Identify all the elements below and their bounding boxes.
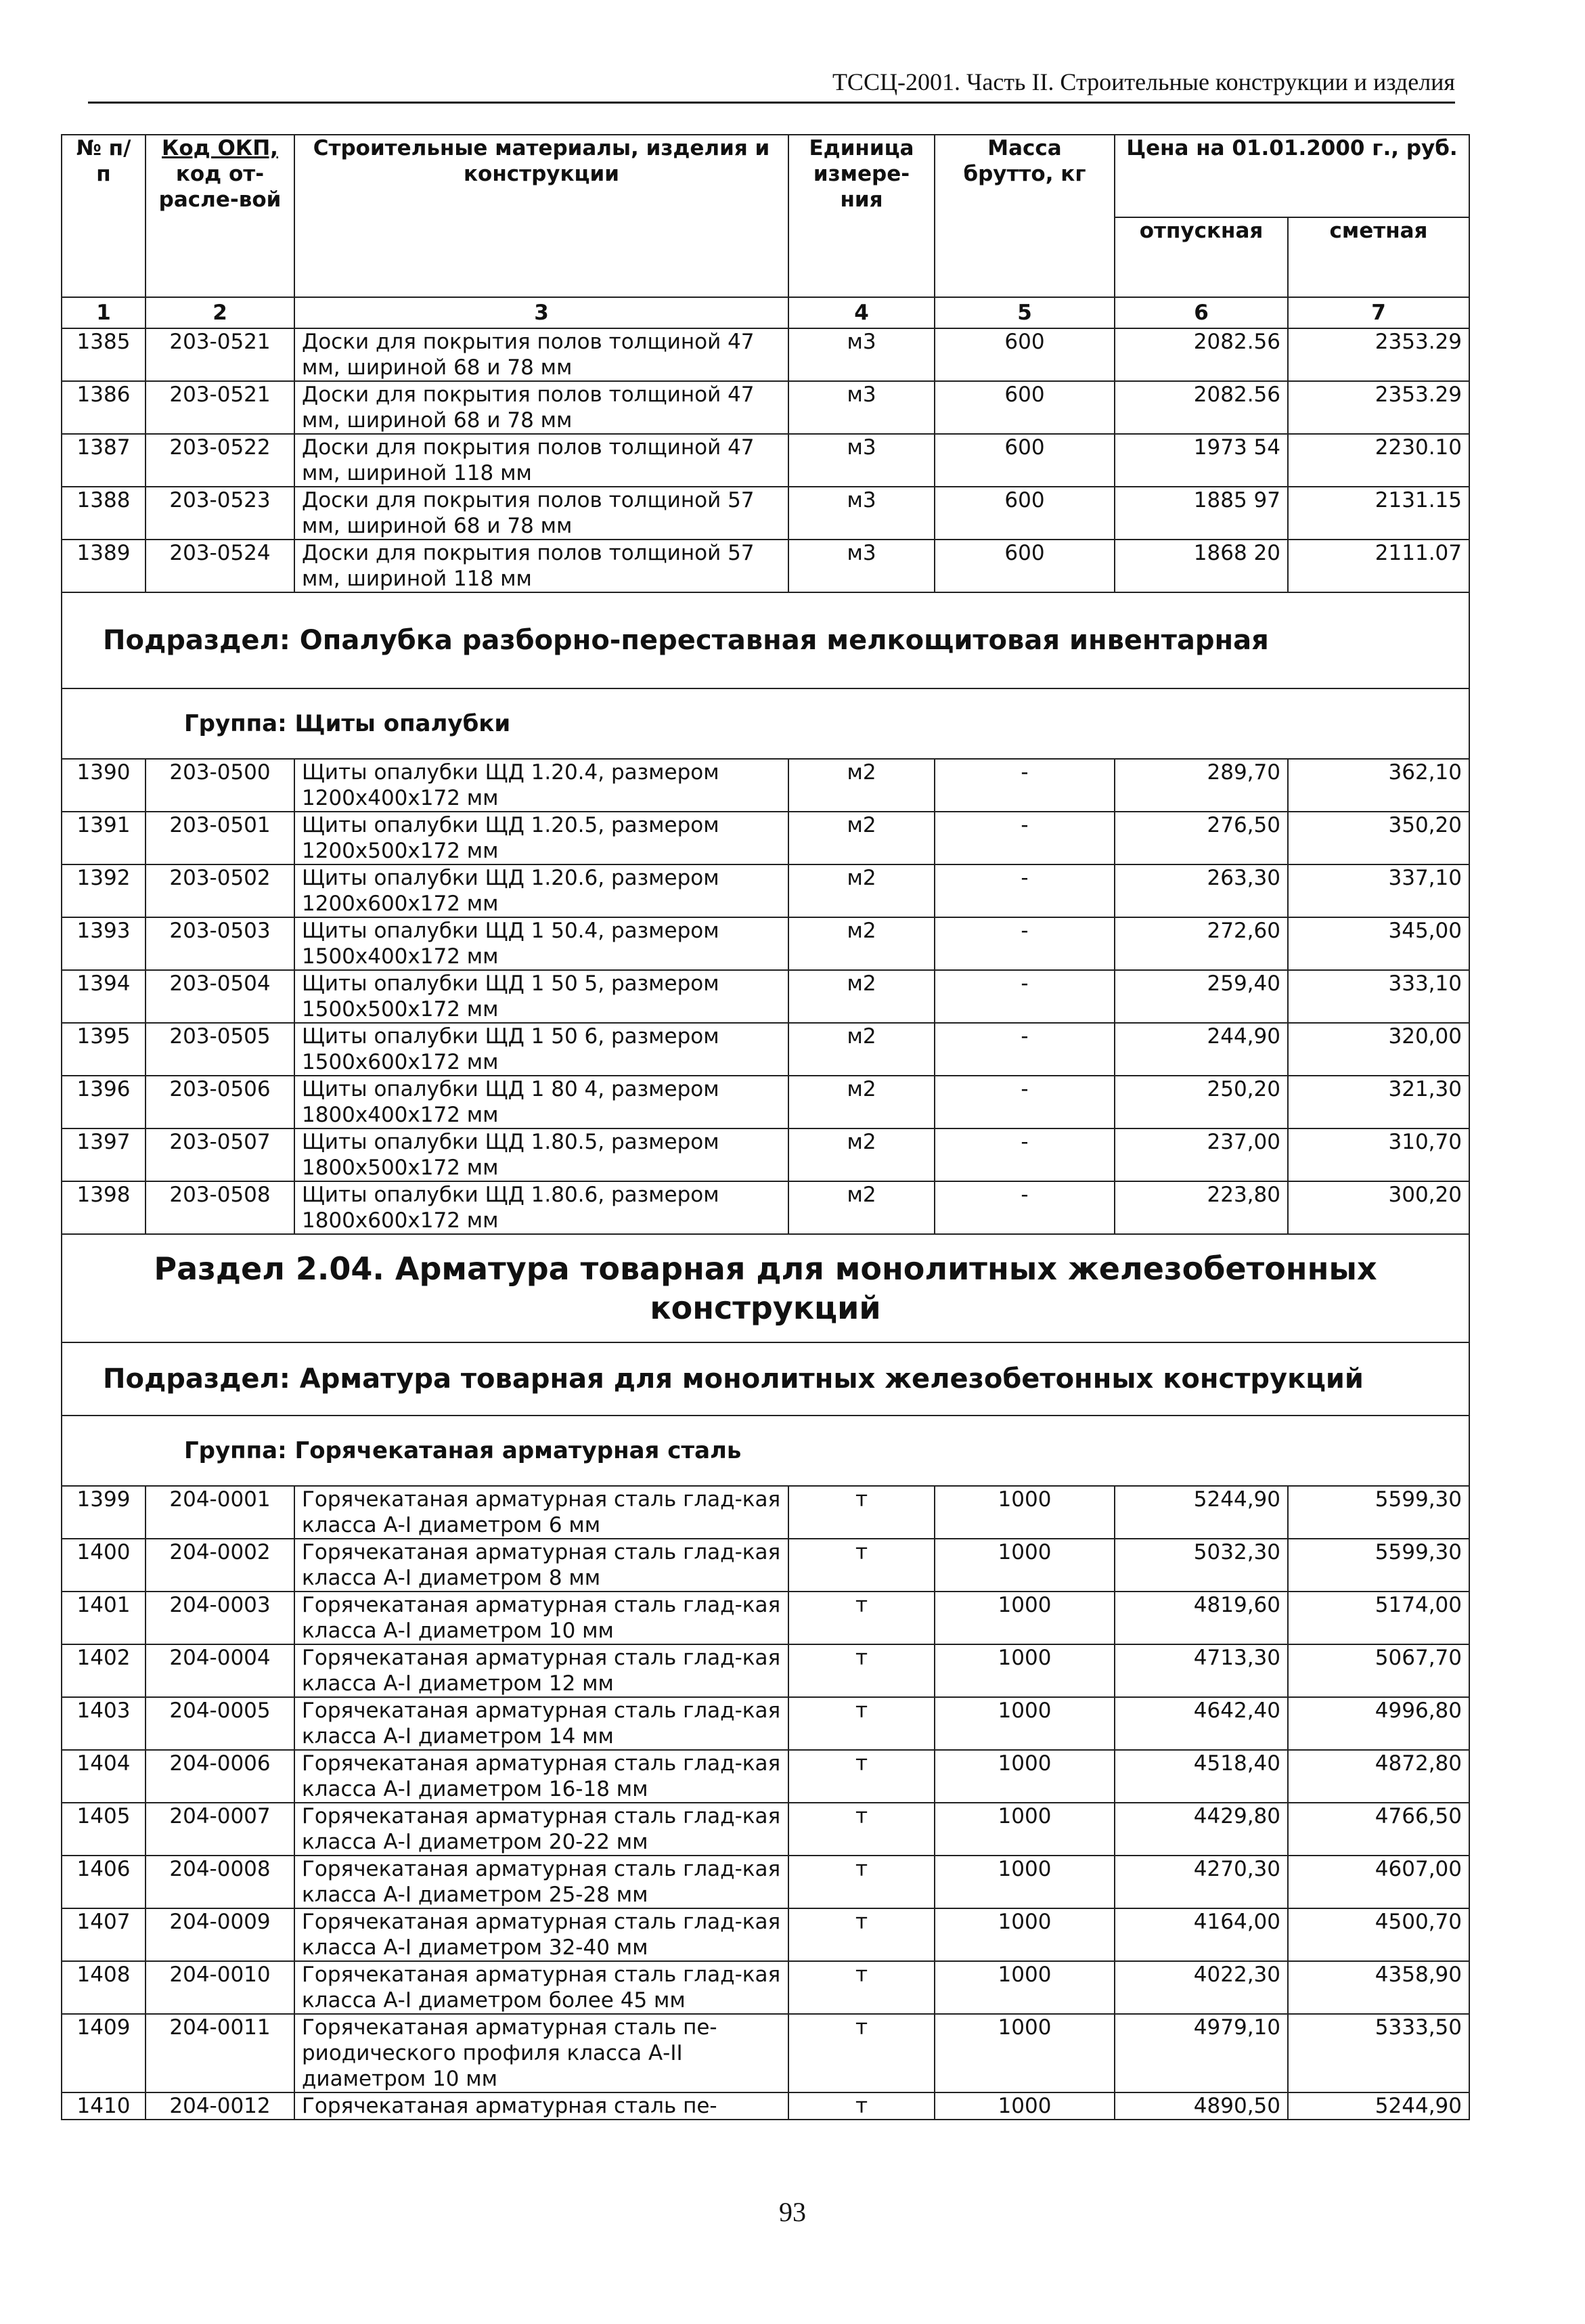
row-name: Щиты опалубки ЩД 1.80.5, размером 1800x500x172 мм <box>294 1128 788 1181</box>
row-unit: м3 <box>788 540 935 592</box>
row-number: 1392 <box>62 864 146 917</box>
group-title-row <box>62 1416 1469 1486</box>
row-name: Щиты опалубки ЩД 1.20.5, размером 1200x500x172 мм <box>294 812 788 864</box>
row-mass: 1000 <box>935 1592 1115 1644</box>
table-row <box>62 1539 1469 1592</box>
row-name: Доски для покрытия полов толщиной 57 мм, шириной 118 мм <box>294 540 788 592</box>
row-mass: 1000 <box>935 1908 1115 1961</box>
row-mass: - <box>935 864 1115 917</box>
row-unit: т <box>788 1750 935 1803</box>
row-mass: - <box>935 812 1115 864</box>
row-unit: м2 <box>788 1076 935 1128</box>
column-number: 7 <box>1288 297 1469 328</box>
row-estimate-price: 4358,90 <box>1288 1961 1469 2014</box>
row-code: 204-0009 <box>146 1908 294 1961</box>
row-unit: м2 <box>788 917 935 970</box>
row-number: 1388 <box>62 487 146 540</box>
table-row <box>62 812 1469 864</box>
row-name: Горячекатаная арматурная сталь глад-кая класса А-I диаметром 6 мм <box>294 1486 788 1539</box>
row-mass: - <box>935 1181 1115 1234</box>
row-release-price: 4164,00 <box>1115 1908 1288 1961</box>
row-mass: - <box>935 970 1115 1023</box>
row-estimate-price: 2111.07 <box>1288 540 1469 592</box>
row-release-price: 250,20 <box>1115 1076 1288 1128</box>
row-code: 203-0521 <box>146 381 294 434</box>
row-estimate-price: 5599,30 <box>1288 1539 1469 1592</box>
row-number: 1409 <box>62 2014 146 2092</box>
row-release-price: 244,90 <box>1115 1023 1288 1076</box>
row-unit: м2 <box>788 759 935 812</box>
row-number: 1410 <box>62 2092 146 2120</box>
row-name: Горячекатаная арматурная сталь глад-кая класса А-I диаметром 16-18 мм <box>294 1750 788 1803</box>
row-name: Горячекатаная арматурная сталь глад-кая класса А-I диаметром 14 мм <box>294 1697 788 1750</box>
row-name: Горячекатаная арматурная сталь пе- <box>294 2092 788 2120</box>
row-number: 1396 <box>62 1076 146 1128</box>
row-unit: т <box>788 1644 935 1697</box>
row-number: 1400 <box>62 1539 146 1592</box>
row-estimate-price: 2353.29 <box>1288 381 1469 434</box>
row-release-price: 2082.56 <box>1115 328 1288 381</box>
row-number: 1390 <box>62 759 146 812</box>
row-number: 1386 <box>62 381 146 434</box>
row-mass: - <box>935 759 1115 812</box>
row-release-price: 4022,30 <box>1115 1961 1288 2014</box>
row-release-price: 5244,90 <box>1115 1486 1288 1539</box>
row-code: 203-0522 <box>146 434 294 487</box>
row-code: 204-0005 <box>146 1697 294 1750</box>
row-release-price: 4713,30 <box>1115 1644 1288 1697</box>
row-code: 203-0521 <box>146 328 294 381</box>
row-mass: 600 <box>935 381 1115 434</box>
row-code: 203-0506 <box>146 1076 294 1128</box>
row-release-price: 4642,40 <box>1115 1697 1288 1750</box>
row-unit: м2 <box>788 812 935 864</box>
row-mass: - <box>935 917 1115 970</box>
table-row <box>62 970 1469 1023</box>
section-title: Раздел 2.04. Арматура товарная для монолитных железобетонных конструкций <box>62 1234 1469 1342</box>
row-estimate-price: 4500,70 <box>1288 1908 1469 1961</box>
row-code: 204-0011 <box>146 2014 294 2092</box>
row-number: 1405 <box>62 1803 146 1856</box>
row-estimate-price: 5174,00 <box>1288 1592 1469 1644</box>
row-name: Горячекатаная арматурная сталь глад-кая класса А-I диаметром более 45 мм <box>294 1961 788 2014</box>
row-estimate-price: 2353.29 <box>1288 328 1469 381</box>
group-title: Группа: Щиты опалубки <box>62 688 1469 759</box>
row-release-price: 5032,30 <box>1115 1539 1288 1592</box>
row-mass: - <box>935 1076 1115 1128</box>
table-row <box>62 381 1469 434</box>
row-estimate-price: 350,20 <box>1288 812 1469 864</box>
column-number: 2 <box>146 297 294 328</box>
table-row <box>62 1592 1469 1644</box>
row-code: 204-0006 <box>146 1750 294 1803</box>
row-unit: м3 <box>788 434 935 487</box>
row-estimate-price: 333,10 <box>1288 970 1469 1023</box>
row-unit: т <box>788 1697 935 1750</box>
table-header <box>62 135 1469 297</box>
row-name: Доски для покрытия полов толщиной 47 мм, шириной 68 и 78 мм <box>294 381 788 434</box>
row-mass: 600 <box>935 328 1115 381</box>
table-row <box>62 864 1469 917</box>
row-name: Горячекатаная арматурная сталь глад-кая класса А-I диаметром 8 мм <box>294 1539 788 1592</box>
col-mass-header: Масса брутто, кг <box>935 135 1115 297</box>
row-number: 1407 <box>62 1908 146 1961</box>
col-release-price-header: отпускная <box>1115 217 1288 297</box>
row-name: Горячекатаная арматурная сталь глад-кая класса А-I диаметром 20-22 мм <box>294 1803 788 1856</box>
price-table <box>61 134 1470 2120</box>
column-number: 4 <box>788 297 935 328</box>
row-unit: т <box>788 1803 935 1856</box>
row-code: 203-0503 <box>146 917 294 970</box>
row-release-price: 237,00 <box>1115 1128 1288 1181</box>
col-code-okp: Код ОКП, <box>162 136 278 160</box>
row-name: Доски для покрытия полов толщиной 47 мм, шириной 68 и 78 мм <box>294 328 788 381</box>
row-name: Щиты опалубки ЩД 1.80.6, размером 1800x600x172 мм <box>294 1181 788 1234</box>
row-name: Щиты опалубки ЩД 1.20.4, размером 1200x400x172 мм <box>294 759 788 812</box>
row-release-price: 4429,80 <box>1115 1803 1288 1856</box>
row-number: 1397 <box>62 1128 146 1181</box>
table-row <box>62 540 1469 592</box>
subsection-title: Подраздел: Опалубка разборно-переставная мелкощитовая инвентарная <box>62 592 1469 688</box>
running-header: ТССЦ-2001. Часть II. Строительные конструкции и изделия <box>88 68 1455 104</box>
table-row <box>62 1644 1469 1697</box>
row-code: 204-0004 <box>146 1644 294 1697</box>
row-number: 1406 <box>62 1856 146 1908</box>
col-name-header: Строительные материалы, изделия и конструкции <box>294 135 788 297</box>
row-estimate-price: 300,20 <box>1288 1181 1469 1234</box>
row-code: 204-0010 <box>146 1961 294 2014</box>
table-row <box>62 917 1469 970</box>
col-estimate-price-header: сметная <box>1288 217 1469 297</box>
row-estimate-price: 5333,50 <box>1288 2014 1469 2092</box>
row-unit: м3 <box>788 487 935 540</box>
row-code: 204-0001 <box>146 1486 294 1539</box>
row-estimate-price: 320,00 <box>1288 1023 1469 1076</box>
table-row <box>62 1697 1469 1750</box>
row-mass: 1000 <box>935 1750 1115 1803</box>
column-number: 1 <box>62 297 146 328</box>
row-number: 1404 <box>62 1750 146 1803</box>
table-row <box>62 2092 1469 2120</box>
row-number: 1385 <box>62 328 146 381</box>
row-unit: м3 <box>788 328 935 381</box>
row-number: 1398 <box>62 1181 146 1234</box>
col-code-branch: код от-расле-вой <box>158 162 282 212</box>
row-release-price: 263,30 <box>1115 864 1288 917</box>
table-row <box>62 1076 1469 1128</box>
row-code: 203-0504 <box>146 970 294 1023</box>
table-row <box>62 434 1469 487</box>
row-code: 204-0002 <box>146 1539 294 1592</box>
table-row <box>62 1750 1469 1803</box>
row-release-price: 289,70 <box>1115 759 1288 812</box>
row-name: Горячекатаная арматурная сталь глад-кая класса А-I диаметром 32-40 мм <box>294 1908 788 1961</box>
row-number: 1399 <box>62 1486 146 1539</box>
row-unit: т <box>788 1908 935 1961</box>
row-number: 1387 <box>62 434 146 487</box>
table-row <box>62 1486 1469 1539</box>
row-code: 203-0508 <box>146 1181 294 1234</box>
row-name: Щиты опалубки ЩД 1 50 6, размером 1500x600x172 мм <box>294 1023 788 1076</box>
row-name: Горячекатаная арматурная сталь глад-кая класса А-I диаметром 25-28 мм <box>294 1856 788 1908</box>
column-number: 5 <box>935 297 1115 328</box>
column-number: 3 <box>294 297 788 328</box>
row-release-price: 1973 54 <box>1115 434 1288 487</box>
row-mass: 1000 <box>935 1486 1115 1539</box>
row-release-price: 1885 97 <box>1115 487 1288 540</box>
row-mass: 1000 <box>935 1539 1115 1592</box>
group-title: Группа: Горячекатаная арматурная сталь <box>62 1416 1469 1486</box>
col-code-header <box>146 135 294 297</box>
table-row <box>62 328 1469 381</box>
row-code: 204-0012 <box>146 2092 294 2120</box>
table-row <box>62 1961 1469 2014</box>
row-unit: м2 <box>788 1023 935 1076</box>
row-unit: м2 <box>788 1128 935 1181</box>
row-mass: 1000 <box>935 1856 1115 1908</box>
row-unit: м2 <box>788 1181 935 1234</box>
row-unit: т <box>788 1486 935 1539</box>
table-row <box>62 1803 1469 1856</box>
subsection-title: Подраздел: Арматура товарная для монолитных железобетонных конструкций <box>62 1342 1469 1416</box>
table-row <box>62 1128 1469 1181</box>
row-unit: т <box>788 1592 935 1644</box>
row-release-price: 4819,60 <box>1115 1592 1288 1644</box>
row-estimate-price: 362,10 <box>1288 759 1469 812</box>
row-code: 203-0502 <box>146 864 294 917</box>
col-unit-header: Единица измере-ния <box>788 135 935 297</box>
row-release-price: 2082.56 <box>1115 381 1288 434</box>
row-name: Щиты опалубки ЩД 1 80 4, размером 1800x400x172 мм <box>294 1076 788 1128</box>
row-name: Горячекатаная арматурная сталь пе-риодического профиля класса А-II диаметром 10 мм <box>294 2014 788 2092</box>
row-code: 203-0500 <box>146 759 294 812</box>
row-mass: 1000 <box>935 1961 1115 2014</box>
row-code: 203-0505 <box>146 1023 294 1076</box>
row-release-price: 4270,30 <box>1115 1856 1288 1908</box>
subsection-title-row <box>62 592 1469 688</box>
row-release-price: 223,80 <box>1115 1181 1288 1234</box>
table-row <box>62 1023 1469 1076</box>
table-body <box>62 297 1469 2120</box>
row-estimate-price: 310,70 <box>1288 1128 1469 1181</box>
row-name: Доски для покрытия полов толщиной 57 мм, шириной 68 и 78 мм <box>294 487 788 540</box>
row-estimate-price: 4996,80 <box>1288 1697 1469 1750</box>
col-no-header: № п/п <box>62 135 146 297</box>
column-number: 6 <box>1115 297 1288 328</box>
row-estimate-price: 5244,90 <box>1288 2092 1469 2120</box>
column-numbers-row <box>62 297 1469 328</box>
row-estimate-price: 2131.15 <box>1288 487 1469 540</box>
row-name: Доски для покрытия полов толщиной 47 мм, шириной 118 мм <box>294 434 788 487</box>
row-number: 1393 <box>62 917 146 970</box>
row-estimate-price: 345,00 <box>1288 917 1469 970</box>
row-estimate-price: 321,30 <box>1288 1076 1469 1128</box>
table-row <box>62 759 1469 812</box>
col-price-header: Цена на 01.01.2000 г., руб. <box>1115 135 1469 217</box>
group-title-row <box>62 688 1469 759</box>
row-release-price: 276,50 <box>1115 812 1288 864</box>
row-release-price: 4979,10 <box>1115 2014 1288 2092</box>
section-title-row <box>62 1234 1469 1342</box>
row-release-price: 4518,40 <box>1115 1750 1288 1803</box>
row-mass: 1000 <box>935 1644 1115 1697</box>
row-code: 204-0003 <box>146 1592 294 1644</box>
row-number: 1402 <box>62 1644 146 1697</box>
page-number: 93 <box>779 2197 806 2227</box>
row-code: 204-0007 <box>146 1803 294 1856</box>
row-estimate-price: 2230.10 <box>1288 434 1469 487</box>
row-mass: - <box>935 1023 1115 1076</box>
row-name: Щиты опалубки ЩД 1 50 5, размером 1500x500x172 мм <box>294 970 788 1023</box>
row-mass: 1000 <box>935 1803 1115 1856</box>
subsection-title-row <box>62 1342 1469 1416</box>
row-release-price: 259,40 <box>1115 970 1288 1023</box>
row-number: 1389 <box>62 540 146 592</box>
row-code: 203-0524 <box>146 540 294 592</box>
row-number: 1403 <box>62 1697 146 1750</box>
row-number: 1391 <box>62 812 146 864</box>
row-code: 203-0523 <box>146 487 294 540</box>
row-name: Щиты опалубки ЩД 1 50.4, размером 1500x400x172 мм <box>294 917 788 970</box>
row-unit: м3 <box>788 381 935 434</box>
row-code: 203-0501 <box>146 812 294 864</box>
row-name: Горячекатаная арматурная сталь глад-кая класса А-I диаметром 12 мм <box>294 1644 788 1697</box>
row-name: Горячекатаная арматурная сталь глад-кая класса А-I диаметром 10 мм <box>294 1592 788 1644</box>
row-release-price: 272,60 <box>1115 917 1288 970</box>
table-row <box>62 2014 1469 2092</box>
row-unit: т <box>788 2014 935 2092</box>
row-estimate-price: 5067,70 <box>1288 1644 1469 1697</box>
row-unit: т <box>788 1856 935 1908</box>
row-mass: 600 <box>935 487 1115 540</box>
row-code: 203-0507 <box>146 1128 294 1181</box>
row-release-price: 1868 20 <box>1115 540 1288 592</box>
row-unit: т <box>788 2092 935 2120</box>
row-mass: 600 <box>935 434 1115 487</box>
row-code: 204-0008 <box>146 1856 294 1908</box>
row-unit: т <box>788 1539 935 1592</box>
row-number: 1401 <box>62 1592 146 1644</box>
row-mass: 1000 <box>935 2014 1115 2092</box>
table-row <box>62 1908 1469 1961</box>
row-estimate-price: 337,10 <box>1288 864 1469 917</box>
row-release-price: 4890,50 <box>1115 2092 1288 2120</box>
row-number: 1395 <box>62 1023 146 1076</box>
table-row <box>62 487 1469 540</box>
row-mass: - <box>935 1128 1115 1181</box>
row-unit: м2 <box>788 970 935 1023</box>
row-unit: т <box>788 1961 935 2014</box>
row-estimate-price: 5599,30 <box>1288 1486 1469 1539</box>
row-estimate-price: 4607,00 <box>1288 1856 1469 1908</box>
row-number: 1408 <box>62 1961 146 2014</box>
table-row <box>62 1181 1469 1234</box>
row-mass: 1000 <box>935 1697 1115 1750</box>
row-mass: 1000 <box>935 2092 1115 2120</box>
row-number: 1394 <box>62 970 146 1023</box>
row-estimate-price: 4872,80 <box>1288 1750 1469 1803</box>
row-unit: м2 <box>788 864 935 917</box>
row-name: Щиты опалубки ЩД 1.20.6, размером 1200x600x172 мм <box>294 864 788 917</box>
row-mass: 600 <box>935 540 1115 592</box>
table-row <box>62 1856 1469 1908</box>
row-estimate-price: 4766,50 <box>1288 1803 1469 1856</box>
